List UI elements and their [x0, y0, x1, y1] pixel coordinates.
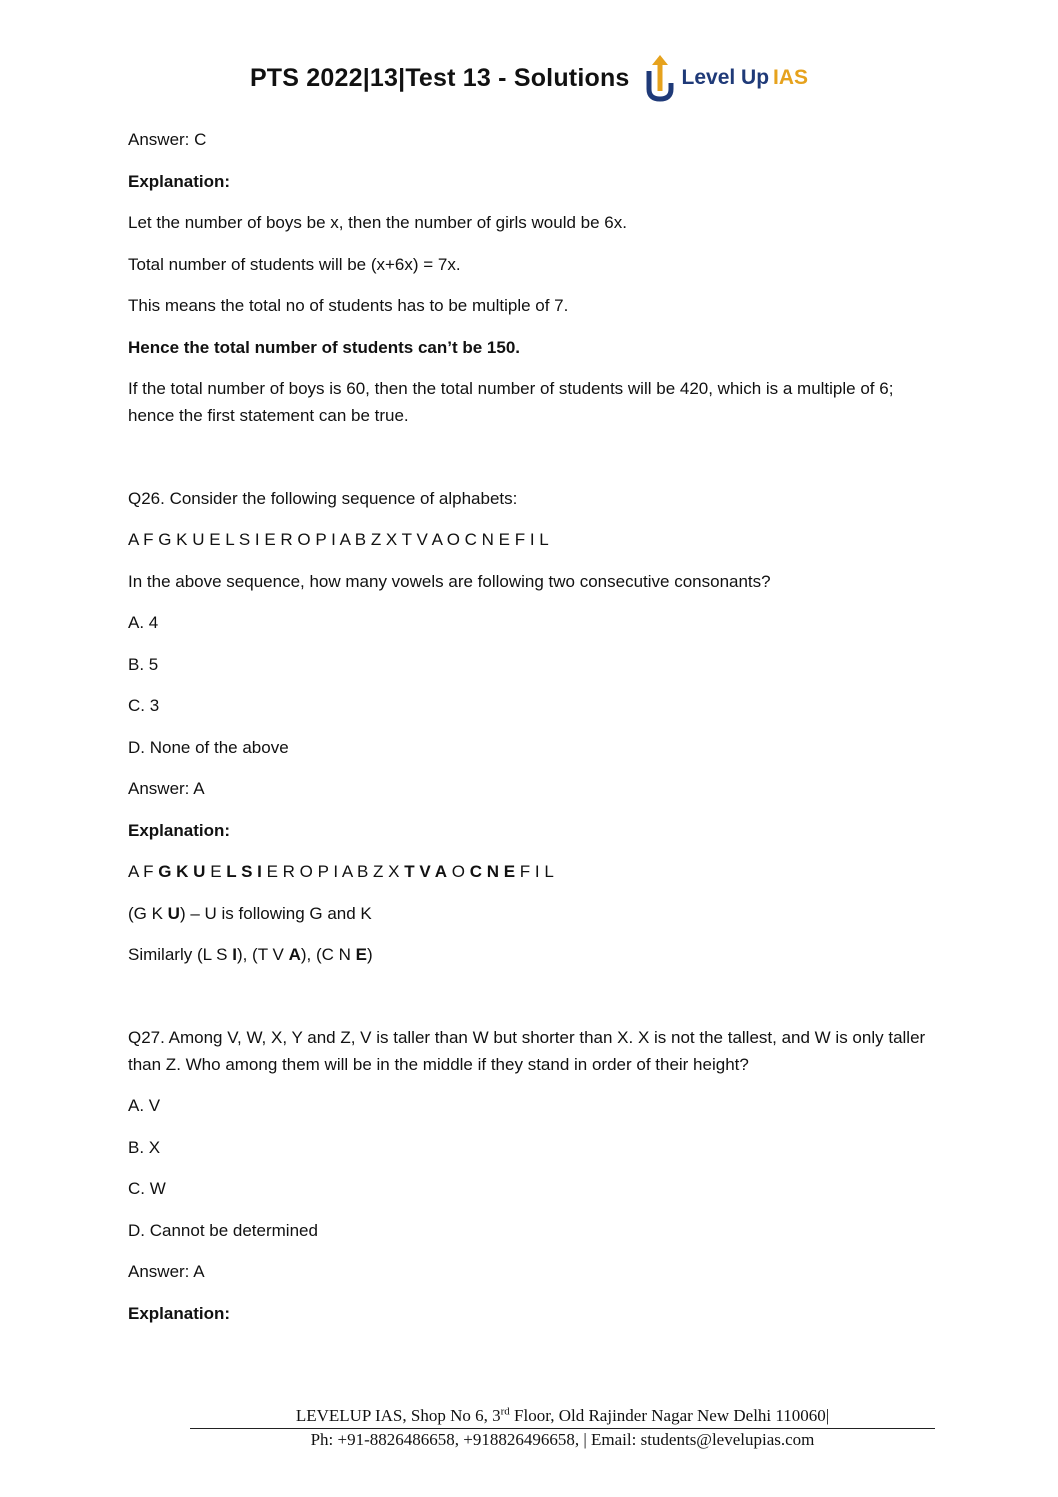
q25-answer: Answer: C — [128, 130, 207, 149]
q26-prompt: In the above sequence, how many vowels are following two consecutive consonants? — [128, 571, 771, 591]
q26-explanation-label: Explanation: — [128, 820, 231, 840]
logo-text-main: Level Up — [681, 66, 770, 89]
logo-arrow-icon — [644, 53, 678, 103]
logo-text-accent: IAS — [773, 66, 809, 89]
q27-explanation-label: Explanation: — [128, 1303, 231, 1323]
q27-option-d: D. Cannot be determined — [128, 1220, 318, 1240]
document-title: PTS 2022|13|Test 13 - Solutions — [249, 63, 630, 92]
q26-answer: Answer: A — [128, 779, 205, 798]
footer-contact: Ph: +91-8826486658, +918826496658, | Email: students@levelupias.com — [310, 1430, 815, 1449]
q26-option-c: C. 3 — [128, 696, 160, 715]
q26-sequence: A F G K U E L S I E R O P I A B Z X T V A O C N E F I L — [128, 530, 549, 549]
q27-question: Q27. Among V, W, X, Y and Z, V is taller than W but shorter than X. X is not the tallest, and W is only taller than Z. Who among them will be in the middle if they stand in order of their height? — [128, 1027, 926, 1074]
page-footer — [190, 1405, 935, 1451]
q25-explanation-label: Explanation: — [128, 171, 231, 191]
page-header — [0, 48, 1058, 108]
q27-answer: Answer: A — [128, 1262, 205, 1281]
footer-address: LEVELUP IAS, Shop No 6, 3rd Floor, Old Rajinder Nagar New Delhi 110060| — [295, 1405, 830, 1425]
q25-line-1: Let the number of boys be x, then the number of girls would be 6x. — [128, 213, 627, 232]
q26-similarly: Similarly (L S I), (T V A), (C N E) — [128, 945, 373, 964]
q26-example: (G K U) – U is following G and K — [128, 903, 372, 923]
q25-conclusion: Hence the total number of students can’t be 150. — [128, 337, 521, 357]
q25-line-2: Total number of students will be (x+6x) = 7x. — [128, 254, 461, 274]
levelup-ias-logo — [644, 53, 809, 103]
q26-highlighted-sequence: A F G K U E L S I E R O P I A B Z X T V A O C N E F I L — [128, 862, 554, 881]
q26-option-b: B. 5 — [128, 654, 159, 674]
q27-option-c: C. W — [128, 1179, 166, 1198]
q26-question: Q26. Consider the following sequence of alphabets: — [128, 488, 518, 508]
q26-option-a: A. 4 — [128, 613, 159, 632]
q25-final-line: If the total number of boys is 60, then the total number of students will be 420, which is a multiple of 6; hence the first statement can be true. — [128, 379, 894, 425]
q27-option-b: B. X — [128, 1137, 161, 1157]
q26-option-d: D. None of the above — [128, 737, 289, 757]
q25-line-3: This means the total no of students has to be multiple of 7. — [128, 296, 569, 315]
page-content — [128, 126, 940, 1341]
q27-option-a: A. V — [128, 1096, 161, 1115]
